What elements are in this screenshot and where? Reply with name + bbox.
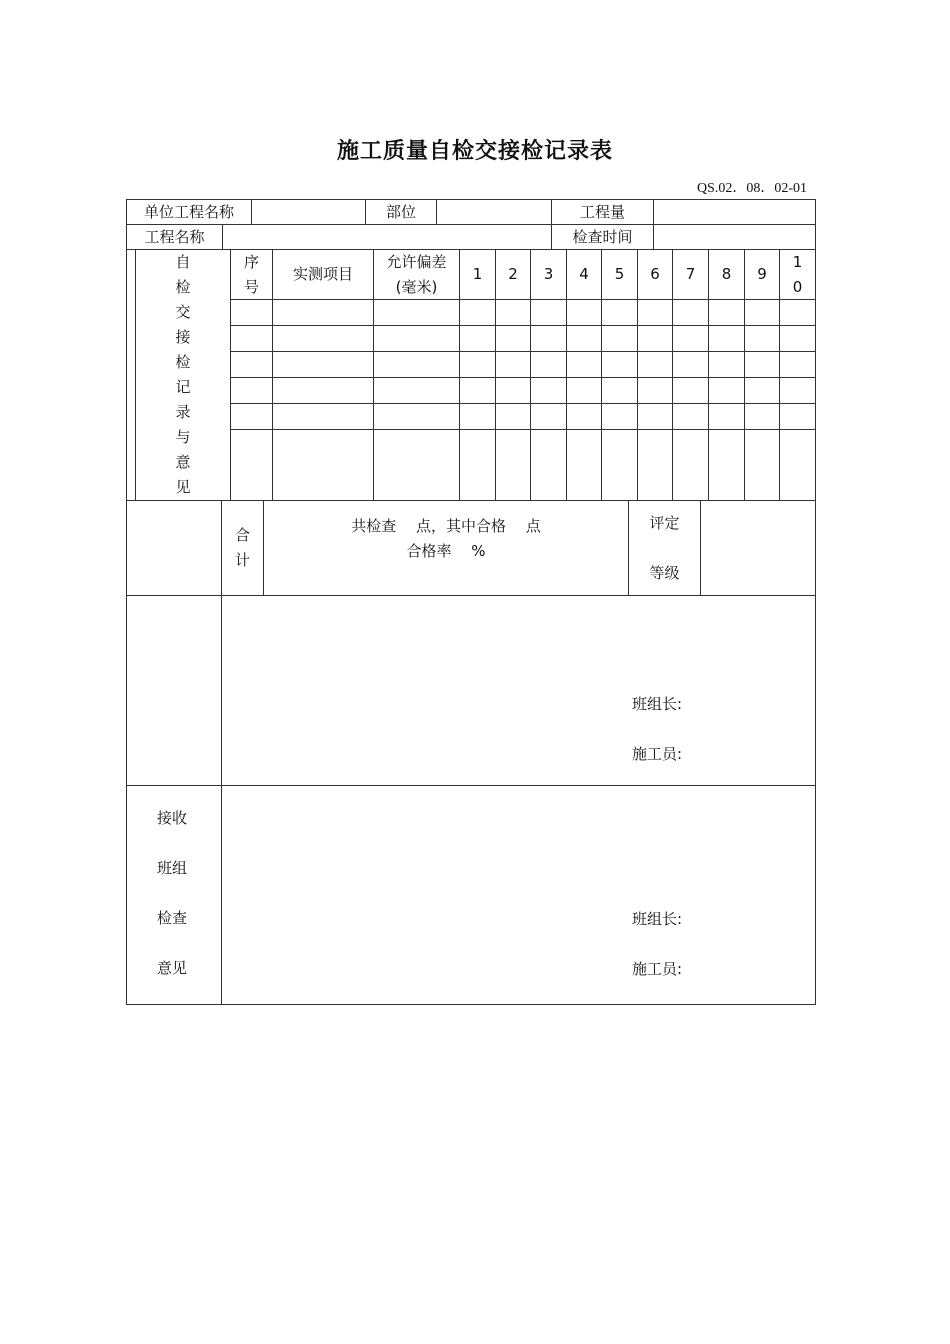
grid-cell[interactable] (708, 403, 745, 430)
grid-cell[interactable] (637, 377, 673, 404)
grid-cell[interactable] (708, 351, 745, 378)
signoff-blank (126, 595, 222, 786)
grid-cell[interactable] (566, 429, 602, 501)
unit-project-name-field[interactable] (251, 199, 366, 225)
grid-cell[interactable] (495, 403, 531, 430)
grid-cell[interactable] (272, 325, 374, 352)
grid-cell[interactable] (530, 377, 567, 404)
grid-cell[interactable] (779, 325, 816, 352)
grid-cell[interactable] (744, 325, 780, 352)
point-header-10: 1 0 (779, 249, 816, 300)
section-char: 见 (175, 478, 191, 496)
section-char: 自 (175, 253, 191, 271)
grid-cell[interactable] (637, 429, 673, 501)
point-header-6: 6 (637, 249, 673, 300)
point-header-7: 7 (672, 249, 709, 300)
tolerance-header (373, 249, 460, 300)
grid-cell[interactable] (373, 403, 460, 430)
grid-cell[interactable] (637, 325, 673, 352)
project-name-label: 工程名称 (126, 224, 223, 250)
grid-cell[interactable] (530, 429, 567, 501)
grid-cell[interactable] (779, 429, 816, 501)
item-header: 实测项目 (272, 249, 374, 300)
grid-cell[interactable] (601, 351, 638, 378)
grid-cell[interactable] (566, 351, 602, 378)
grid-cell[interactable] (637, 351, 673, 378)
section-char: 记 (175, 378, 191, 396)
grid-cell[interactable] (779, 351, 816, 378)
section-char: 检 (175, 278, 191, 296)
grid-cell[interactable] (230, 403, 273, 430)
grid-cell[interactable] (708, 325, 745, 352)
section-char: 与 (175, 428, 191, 446)
section-char: 交 (175, 303, 191, 321)
section-char: 检 (175, 353, 191, 371)
grid-cell[interactable] (272, 403, 374, 430)
inspection-time-field[interactable] (653, 224, 816, 250)
receiving-label-line: 意见 (157, 959, 188, 977)
tolerance-header-line: (毫米) (395, 277, 438, 296)
receiving-team-leader-label: 班组长: (632, 910, 683, 928)
grid-cell[interactable] (779, 377, 816, 404)
grid-cell[interactable] (230, 325, 273, 352)
grid-cell[interactable] (601, 299, 638, 326)
grid-cell[interactable] (708, 377, 745, 404)
grid-cell[interactable] (637, 403, 673, 430)
grid-cell[interactable] (672, 403, 709, 430)
point-header-5: 5 (601, 249, 638, 300)
grid-cell[interactable] (459, 377, 496, 404)
grade-label (628, 500, 701, 596)
grid-cell[interactable] (672, 325, 709, 352)
grid-cell[interactable] (495, 351, 531, 378)
grid-cell[interactable] (459, 351, 496, 378)
summary-text (263, 500, 629, 596)
point-header-1: 1 (459, 249, 496, 300)
signoff-area[interactable] (221, 595, 816, 786)
total-label-char: 合 (234, 526, 250, 544)
point-header-9: 9 (744, 249, 780, 300)
grid-cell[interactable] (566, 299, 602, 326)
quantity-label: 工程量 (551, 199, 654, 225)
inspection-form (126, 199, 816, 1005)
grid-cell[interactable] (637, 299, 673, 326)
grid-cell[interactable] (530, 299, 567, 326)
seq-header (230, 249, 273, 300)
grid-cell[interactable] (566, 377, 602, 404)
point-header-8: 8 (708, 249, 745, 300)
grid-cell[interactable] (495, 299, 531, 326)
grid-cell[interactable] (779, 403, 816, 430)
point-header-3: 3 (530, 249, 567, 300)
grid-cell[interactable] (459, 325, 496, 352)
section-char: 接 (175, 328, 191, 346)
grid-cell[interactable] (272, 429, 374, 501)
grid-cell[interactable] (230, 377, 273, 404)
point-header-4: 4 (566, 249, 602, 300)
form-code: QS.02．08．02-01 (696, 181, 807, 196)
grid-cell[interactable] (601, 403, 638, 430)
section-char: 意 (175, 453, 191, 471)
grid-cell[interactable] (373, 377, 460, 404)
summary-line-1: 共检查 点，其中合格 点 (351, 517, 541, 535)
grid-cell[interactable] (672, 429, 709, 501)
grid-cell[interactable] (495, 325, 531, 352)
grid-cell[interactable] (744, 429, 780, 501)
grade-label-line: 等级 (649, 563, 680, 582)
total-label (221, 500, 264, 596)
grid-cell[interactable] (744, 377, 780, 404)
quantity-field[interactable] (653, 199, 816, 225)
grid-cell[interactable] (744, 351, 780, 378)
grid-cell[interactable] (272, 351, 374, 378)
section-char: 录 (175, 403, 191, 421)
grid-cell[interactable] (373, 351, 460, 378)
grid-cell[interactable] (272, 377, 374, 404)
grid-cell[interactable] (459, 299, 496, 326)
point-header-2: 2 (495, 249, 531, 300)
grid-cell[interactable] (530, 325, 567, 352)
builder-label: 施工员: (632, 745, 683, 763)
team-leader-label: 班组长: (632, 695, 683, 713)
summary-line-2: 合格率 % (406, 542, 486, 560)
project-name-field[interactable] (222, 224, 552, 250)
grid-cell[interactable] (744, 403, 780, 430)
grid-cell[interactable] (779, 299, 816, 326)
location-field[interactable] (436, 199, 552, 225)
grid-cell[interactable] (230, 351, 273, 378)
grid-cell[interactable] (373, 299, 460, 326)
location-label: 部位 (365, 199, 437, 225)
summary-blank (126, 500, 222, 596)
grid-cell[interactable] (566, 403, 602, 430)
grid-cell[interactable] (672, 351, 709, 378)
grid-cell[interactable] (272, 299, 374, 326)
page-title: 施工质量自检交接检记录表 (336, 139, 613, 164)
inspection-time-label: 检查时间 (551, 224, 654, 250)
receiving-label-line: 班组 (157, 859, 188, 877)
grid-cell[interactable] (744, 299, 780, 326)
total-label-char: 计 (234, 551, 250, 569)
grid-cell[interactable] (530, 351, 567, 378)
grid-cell[interactable] (495, 377, 531, 404)
receiving-builder-label: 施工员: (632, 960, 683, 978)
grid-cell[interactable] (708, 429, 745, 501)
receiving-label-line: 检查 (157, 909, 188, 927)
grid-cell[interactable] (672, 377, 709, 404)
grid-cell[interactable] (566, 325, 602, 352)
grid-cell[interactable] (601, 429, 638, 501)
grid-cell[interactable] (459, 429, 496, 501)
grade-field[interactable] (700, 500, 816, 596)
grid-cell[interactable] (530, 403, 567, 430)
left-margin-strip (126, 249, 136, 501)
grid-cell[interactable] (230, 299, 273, 326)
grid-cell[interactable] (373, 429, 460, 501)
seq-header-char: 序 (243, 252, 259, 271)
grid-cell[interactable] (373, 325, 460, 352)
seq-header-char: 号 (243, 277, 259, 296)
grid-cell[interactable] (459, 403, 496, 430)
self-check-section-label (135, 249, 231, 501)
grid-cell[interactable] (230, 429, 273, 501)
receiving-opinion-area[interactable] (221, 785, 816, 1005)
grid-cell[interactable] (708, 299, 745, 326)
grid-cell[interactable] (495, 429, 531, 501)
grade-label-line: 评定 (649, 513, 680, 532)
grid-cell[interactable] (672, 299, 709, 326)
grid-cell[interactable] (601, 377, 638, 404)
receiving-label-line: 接收 (157, 809, 188, 827)
tolerance-header-line: 允许偏差 (386, 252, 447, 271)
grid-cell[interactable] (601, 325, 638, 352)
unit-project-name-label: 单位工程名称 (126, 199, 252, 225)
receiving-label (157, 793, 187, 993)
